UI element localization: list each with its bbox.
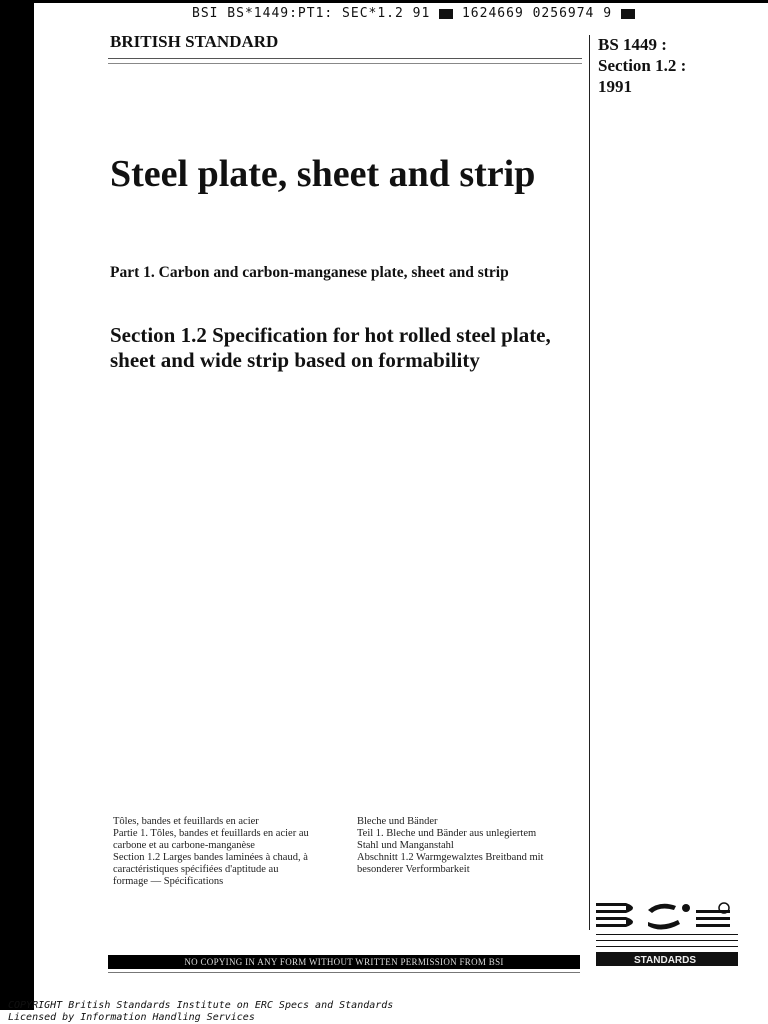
footer-copyright: COPYRIGHT British Standards Institute on ERC Specs and Standards [8, 1000, 394, 1011]
german-title-block [357, 816, 572, 876]
bottom-rule [108, 972, 580, 973]
german-line: Abschnitt 1.2 Warmgewalztes Breitband mit [357, 852, 544, 863]
footer [8, 1000, 393, 1024]
german-line: Teil 1. Bleche und Bänder aus unlegiertem [357, 828, 537, 839]
top-rule-2 [108, 63, 582, 64]
document-title: Steel plate, sheet and strip [110, 153, 536, 195]
bsi-logo [596, 900, 738, 974]
section-heading: Section 1.2 Specification for hot rolled steel plate, sheet and wide strip based on formability [110, 323, 551, 372]
header-code-text: BSI BS*1449:PT1: SEC*1.2 91 [192, 6, 431, 21]
footer-license: Licensed by Information Handling Services [8, 1012, 255, 1023]
french-line: carbone et au carbone-manganèse [113, 840, 255, 851]
german-line: Bleche und Bänder [357, 816, 438, 827]
code-block-mark-2 [621, 9, 635, 19]
french-line: Section 1.2 Larges bandes laminées à chaud, à [113, 852, 308, 863]
copyright-bar: NO COPYING IN ANY FORM WITHOUT WRITTEN PERMISSION FROM BSI [108, 955, 580, 969]
french-line: caractéristiques spécifiées d'aptitude au [113, 864, 279, 875]
standard-section: Section 1.2 : [598, 56, 687, 75]
column-divider [589, 35, 590, 930]
part-heading: Part 1. Carbon and carbon-manganese plate, sheet and strip [110, 264, 509, 281]
french-title-block [113, 816, 338, 888]
header-code [192, 6, 635, 21]
standard-number-block [598, 34, 686, 97]
french-line: formage — Spécifications [113, 876, 224, 887]
top-rule-1 [108, 58, 582, 59]
brand-label: BRITISH STANDARD [110, 32, 279, 51]
header-code-text-2: 1624669 0256974 9 [461, 6, 613, 21]
standard-year: 1991 [598, 77, 632, 96]
german-line: Stahl und Manganstahl [357, 840, 454, 851]
logo-text: STANDARDS [634, 955, 697, 966]
german-line: besonderer Verformbarkeit [357, 864, 470, 875]
french-line: Partie 1. Tôles, bandes et feuillards en acier au [113, 828, 309, 839]
code-block-mark [439, 9, 453, 19]
standard-number: BS 1449 : [598, 35, 667, 54]
top-border [0, 0, 768, 3]
french-line: Tôles, bandes et feuillards en acier [113, 816, 259, 827]
left-scan-bar [0, 0, 34, 1010]
